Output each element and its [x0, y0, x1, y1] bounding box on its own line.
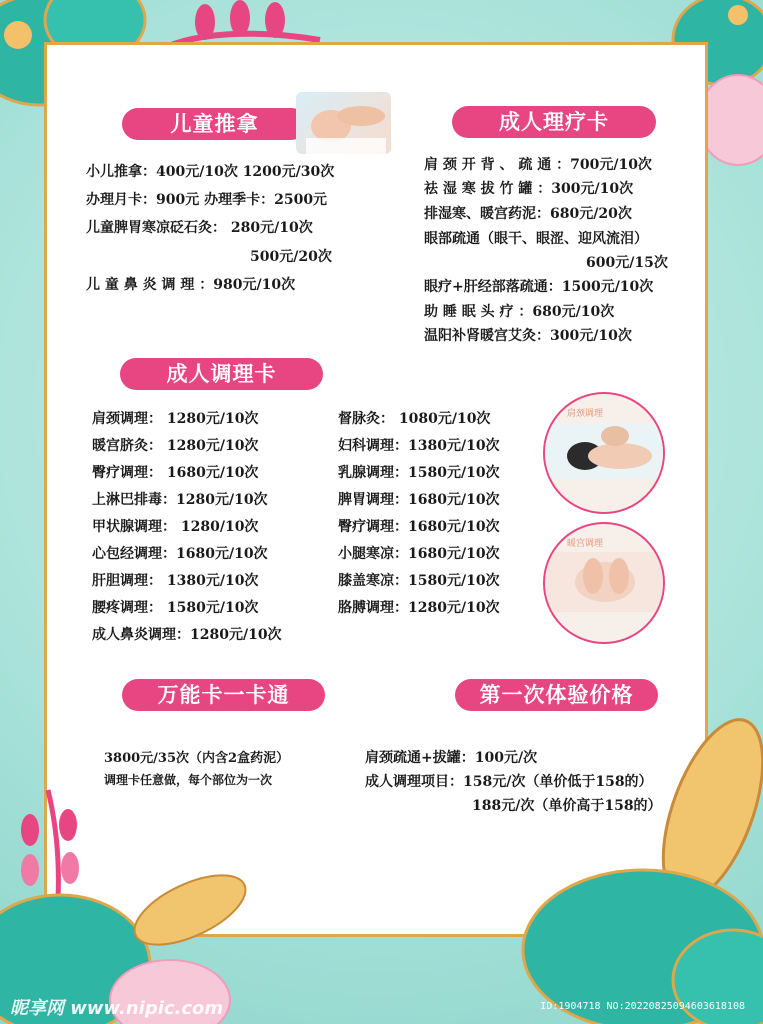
- therapy-line: 助 睡 眠 头 疗 ：680元/10次: [424, 304, 615, 320]
- care-line: 小腿寒凉：1680元/10次: [338, 546, 500, 562]
- child-line: 小儿推拿：400元/10次 1200元/30次: [86, 164, 335, 180]
- photo-caption: 暖宫调理: [567, 539, 604, 549]
- care-line: 脾胃调理：1680元/10次: [338, 492, 500, 508]
- universal-line: 调理卡任意做，每个部位为一次: [104, 773, 273, 787]
- flower-decoration-bottom-right: [503, 700, 763, 1024]
- care-line: 妇科调理：1380元/10次: [338, 438, 500, 454]
- care-line: 臀疗调理：1680元/10次: [338, 519, 500, 535]
- therapy-line: 排湿寒、暖宫药泥：680元/20次: [424, 206, 632, 222]
- care-line: 肩颈调理： 1280元/10次: [92, 411, 259, 427]
- child-line: 儿 童 鼻 炎 调 理 ：980元/10次: [86, 277, 296, 293]
- photo-caption: 肩颈调理: [567, 409, 604, 419]
- womb-care-photo: [543, 522, 665, 644]
- therapy-line: 眼部疏通（眼干、眼涩、迎风流泪）: [424, 231, 648, 247]
- care-line: 上淋巴排毒：1280元/10次: [92, 492, 268, 508]
- care-line: 胳膊调理：1280元/10次: [338, 600, 500, 616]
- section-header-adult-care: 成人调理卡: [120, 358, 323, 390]
- therapy-line: 祛 湿 寒 拔 竹 罐 ：300元/10次: [424, 181, 634, 197]
- therapy-line: 温阳补肾暖宫艾灸：300元/10次: [424, 328, 632, 344]
- section-header-first-trial: 第一次体验价格: [455, 679, 658, 711]
- trial-line: 成人调理项目：158元/次（单价低于158的）: [365, 774, 653, 790]
- care-line: 臀疗调理： 1680元/10次: [92, 465, 259, 481]
- care-line: 督脉灸： 1080元/10次: [338, 411, 491, 427]
- universal-line: 3800元/35次（内含2盒药泥）: [104, 751, 290, 766]
- care-line: 暖宫脐灸： 1280元/10次: [92, 438, 259, 454]
- care-line: 成人鼻炎调理：1280元/10次: [92, 627, 282, 643]
- trial-line: 肩颈疏通+拔罐：100元/次: [365, 750, 538, 766]
- flower-decoration-bottom-left: [0, 770, 260, 1024]
- child-line: 办理月卡：900元 办理季卡：2500元: [86, 192, 328, 208]
- care-line: 肝胆调理： 1380元/10次: [92, 573, 259, 589]
- care-line: 膝盖寒凉：1580元/10次: [338, 573, 500, 589]
- section-header-universal-card: 万能卡一卡通: [122, 679, 325, 711]
- therapy-line: 600元/15次: [586, 255, 668, 271]
- image-id-text: ID:1904718 NO:20220825094603618108: [540, 1001, 745, 1012]
- care-line: 乳腺调理：1580元/10次: [338, 465, 500, 481]
- child-line: 500元/20次: [250, 249, 332, 265]
- section-header-adult-therapy: 成人理疗卡: [452, 106, 656, 138]
- care-line: 心包经调理：1680元/10次: [92, 546, 268, 562]
- watermark-logo: 昵享网 www.nipic.com: [10, 998, 224, 1019]
- therapy-line: 眼疗+肝经部落疏通：1500元/10次: [424, 279, 654, 295]
- care-line: 腰疼调理： 1580元/10次: [92, 600, 259, 616]
- footer-bar: [0, 994, 763, 1024]
- section-header-child-massage: 儿童推拿: [122, 108, 307, 140]
- therapy-line: 肩 颈 开 背 、 疏 通 ：700元/10次: [424, 157, 652, 173]
- care-line: 甲状腺调理： 1280/10次: [92, 519, 259, 535]
- shoulder-care-photo: [543, 392, 665, 514]
- baby-massage-photo: [296, 92, 391, 154]
- child-line: 儿童脾胃寒凉砭石灸： 280元/10次: [86, 220, 313, 236]
- trial-line: 188元/次（单价高于158的）: [472, 798, 662, 814]
